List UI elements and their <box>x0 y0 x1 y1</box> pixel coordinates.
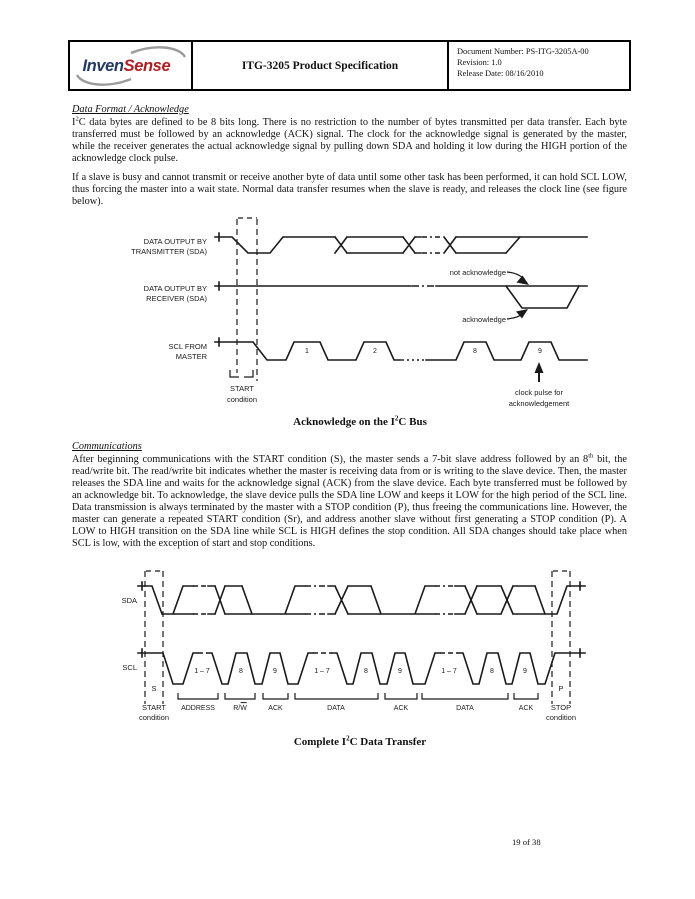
logo-part-sense: Sense <box>123 56 171 75</box>
scl-bit-9-b: 9 <box>398 668 402 675</box>
receiver-label-line2: RECEIVER (SDA) <box>146 294 207 303</box>
stop-label-line2: condition <box>545 713 577 722</box>
bit-group-brackets <box>178 693 538 699</box>
address-label: ADDRESS <box>181 705 215 712</box>
start-condition-marker <box>230 218 257 381</box>
scl-bit-9-a: 9 <box>273 668 277 675</box>
doc-release-date: Release Date: 08/16/2010 <box>457 68 544 78</box>
clock-pulse-arrow-icon <box>535 362 544 382</box>
scl-label-line1: SCL FROM <box>168 342 207 351</box>
scl-bits-1-7-c: 1 – 7 <box>441 668 457 675</box>
sda-label: SDA <box>121 596 137 605</box>
logo-text <box>83 57 171 76</box>
start-label-line1: START <box>142 703 166 712</box>
scl-label-line2: MASTER <box>175 352 207 361</box>
page-number: 19 of 38 <box>512 837 541 847</box>
pulse-number-1: 1 <box>305 348 309 355</box>
invensense-logo <box>75 46 187 86</box>
pulse-number-8: 8 <box>473 348 477 355</box>
scl-bit-8-c: 8 <box>490 668 494 675</box>
clock-pulse-label-line2: acknowledgement <box>508 399 570 408</box>
logo-part-inven: Inven <box>82 56 124 75</box>
rw-label: R/W <box>233 705 247 712</box>
diagram-acknowledge-caption: Acknowledge on the $I^2C$ Bus <box>293 414 427 428</box>
paragraph: $I^2C$ data bytes are defined to be 8 bits long. There is no restriction to the number of bytes transmitted per data transfer. Each byte transferred must be followed by an acknowledge (ACK) signal. The clock for the acknowledge signal is generated by the master, while the receiver generates the actual acknowledge signal by pulling down SDA and holding it low during the HIGH portion of the acknowledge clock pulse. <box>72 115 627 164</box>
scl-label: SCL <box>122 663 137 672</box>
scl-bit-9-c: 9 <box>523 668 527 675</box>
logo-cell <box>70 42 193 89</box>
ack-label-c: ACK <box>518 705 534 712</box>
sda-trace <box>138 586 585 614</box>
scl-bit-8-a: 8 <box>239 668 243 675</box>
scl-trace <box>215 342 587 360</box>
stop-p-label: P <box>558 684 564 693</box>
page-content <box>72 104 627 748</box>
receiver-trace <box>215 286 587 308</box>
transmitter-trace <box>215 237 587 253</box>
start-label-line2: condition <box>138 713 170 722</box>
paragraph: After beginning communications with the START condition (S), the master sends a 7-bit slave address followed by an 8th bit, the read/write bit. The read/write bit indicates whether the master is receiving data from or is writing to the slave device. Then, the master releases the SDA line and waits for the acknowledge signal (ACK) from the slave device. Each byte transferred must be followed by an acknowledge bit. To acknowledge, the slave device pulls the SDA line LOW and keeps it LOW for the high period of the SCL line. Data transmission is always terminated by the master with a STOP condition (P), thus freeing the communications line. However, the master can generate a repeated START condition (Sr), and address another slave without first generating a STOP condition (P). A LOW to HIGH transition on the SDA line while SCL is HIGH defines the stop condition. All SDA changes should take place when SCL is low, with the exception of start and stop conditions. <box>72 452 627 549</box>
paragraph: If a slave is busy and cannot transmit or receive another byte of data until some other task has been performed, it can hold SCL LOW, thus forcing the master into a wait state. Normal data transfer resumes when the slave is ready, and releases the clock line (see figure below). <box>72 172 627 207</box>
ack-label-b: ACK <box>393 705 409 712</box>
diagram-acknowledge-block <box>100 215 620 428</box>
section-heading-data-format: Data Format / Acknowledge <box>72 104 189 115</box>
acknowledge-arrow-icon <box>507 309 528 319</box>
diagram-data-transfer-caption: Complete $I^2C$ Data Transfer <box>293 734 427 748</box>
ack-label-a: ACK <box>268 705 283 712</box>
clock-pulse-label-line1: clock pulse for <box>515 388 563 397</box>
section-heading-communications: Communications <box>72 441 142 452</box>
receiver-label-line1: DATA OUTPUT BY <box>143 284 207 293</box>
start-condition-label-line2: condition <box>226 395 258 404</box>
diagram-data-transfer <box>110 569 610 731</box>
header-table <box>68 40 631 91</box>
acknowledge-label: acknowledge <box>462 315 506 324</box>
data-label-b: DATA <box>456 705 474 712</box>
document-title: ITG-3205 Product Specification <box>193 42 449 89</box>
scl-bits-1-7-b: 1 – 7 <box>314 668 330 675</box>
start-s-label: S <box>151 684 157 693</box>
scl-bit-8-b: 8 <box>364 668 368 675</box>
not-acknowledge-arrow-icon <box>507 272 529 285</box>
start-condition-label-line1: START <box>230 384 254 393</box>
transmitter-label-line2: TRANSMITTER (SDA) <box>131 247 207 256</box>
pulse-number-9: 9 <box>538 348 542 355</box>
diagram-acknowledge <box>100 215 620 411</box>
data-label-a: DATA <box>327 705 345 712</box>
doc-revision: Revision: 1.0 <box>457 57 502 67</box>
transmitter-label-line1: DATA OUTPUT BY <box>143 237 207 246</box>
document-info-cell <box>449 42 629 89</box>
scl-bits-1-7-a: 1 – 7 <box>194 668 210 675</box>
not-acknowledge-label: not acknowledge <box>449 268 506 277</box>
stop-label-line1: STOP <box>550 703 572 712</box>
pulse-number-2: 2 <box>373 348 377 355</box>
diagram-data-transfer-block <box>110 569 610 748</box>
doc-number: Document Number: PS-ITG-3205A-00 <box>457 47 589 56</box>
